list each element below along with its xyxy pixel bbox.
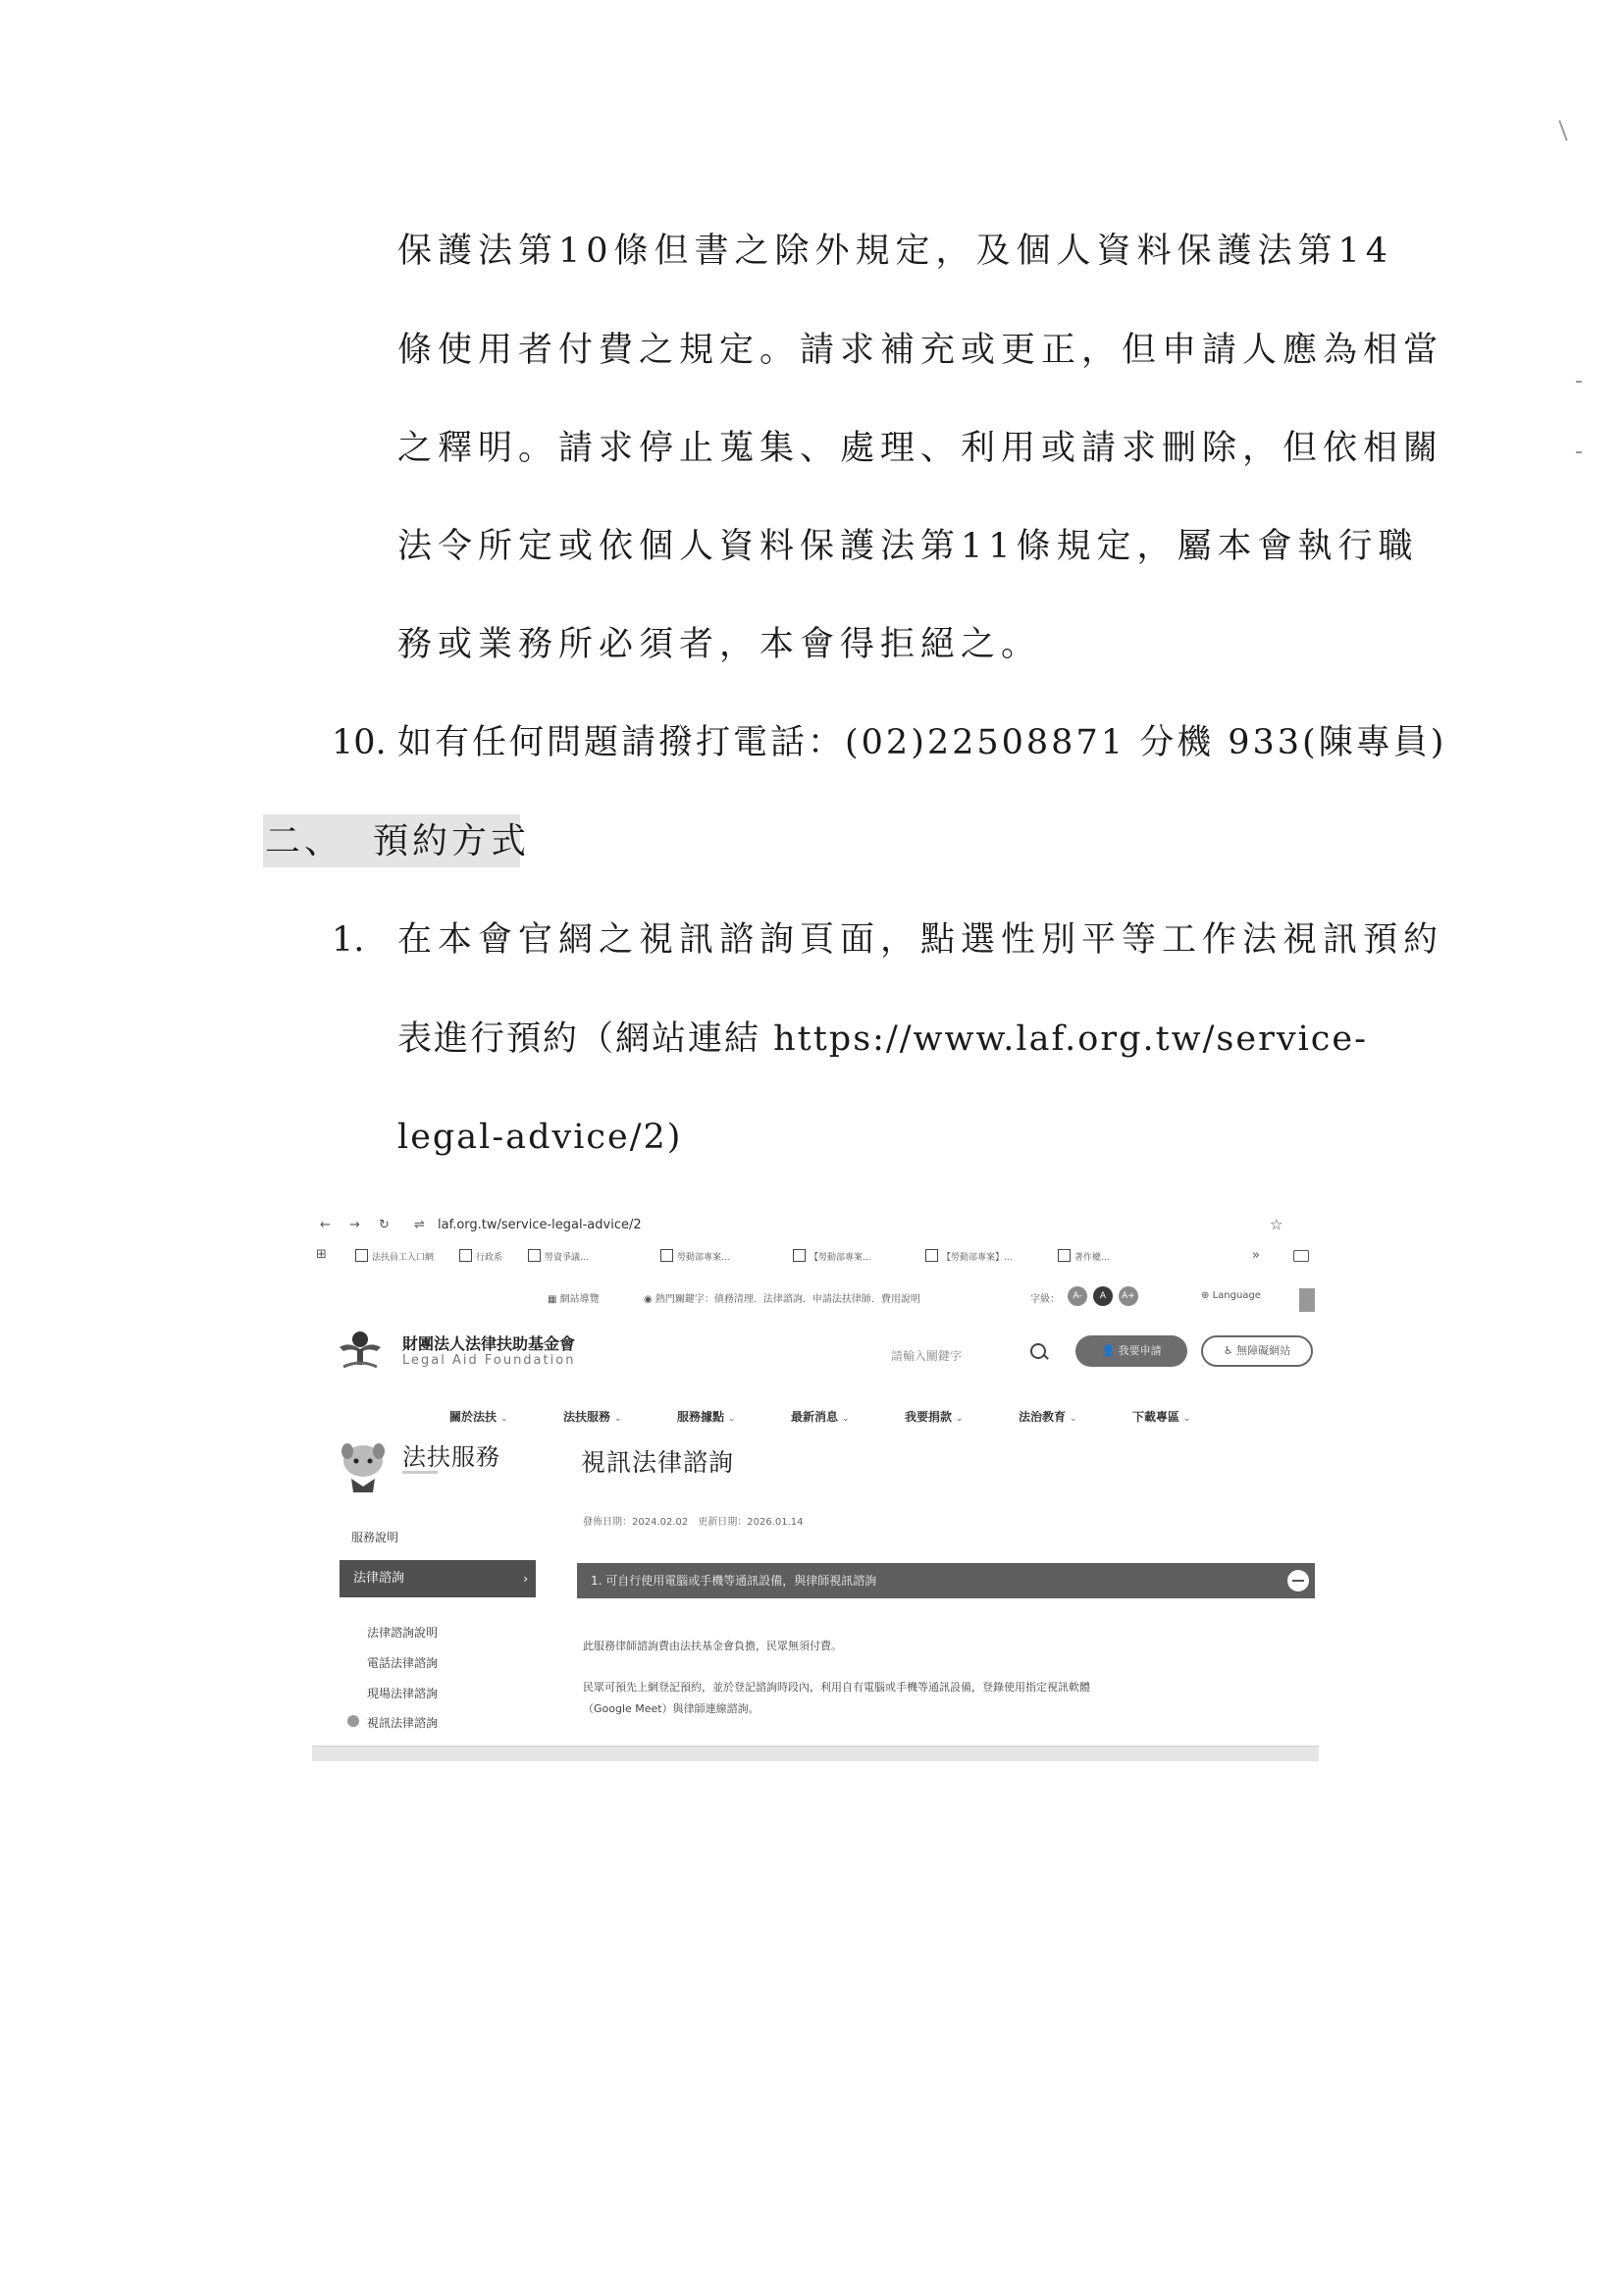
menu-item[interactable]: 關於法扶 ⌄ (449, 1410, 508, 1424)
paragraph-line-4: 法令所定或依個人資料保護法第11條規定，屬本會執行職 (397, 527, 1419, 566)
sidebar-subitem[interactable]: 法律諮詢說明 (367, 1626, 439, 1640)
sidebar-subitem[interactable]: 電話法律諮詢 (367, 1656, 439, 1670)
website-screenshot (312, 1212, 1319, 1761)
paragraph-line-5: 務或業務所必須者，本會得拒絕之。 (397, 625, 1042, 664)
item-1-line-3: legal-advice/2) (397, 1118, 683, 1157)
font-size-small-button[interactable]: A- (1068, 1286, 1087, 1306)
collapse-icon (1287, 1570, 1309, 1592)
chevron-down-icon: ⌄ (1070, 1414, 1077, 1424)
org-name: 財團法人法律扶助基金會 (402, 1334, 576, 1353)
bookmark-star-icon[interactable]: ☆ (1270, 1216, 1283, 1233)
bookmark-item[interactable]: 勞資爭議... (528, 1249, 589, 1263)
menu-item[interactable]: 最新消息 ⌄ (791, 1410, 850, 1424)
language-link[interactable]: ⊕ Language (1201, 1290, 1261, 1301)
sidebar-item-service[interactable]: 服務說明 (351, 1531, 399, 1544)
sidebar-title: 法扶服務 (402, 1443, 500, 1471)
accessibility-button[interactable]: ♿ 無障礙網站 (1201, 1335, 1313, 1367)
search-icon[interactable] (1030, 1343, 1046, 1359)
scan-mark (1576, 451, 1582, 453)
mascot-icon (338, 1439, 389, 1494)
folder-icon[interactable] (1293, 1250, 1309, 1262)
browser-address-bar (312, 1212, 1319, 1241)
accordion-header[interactable]: 1. 可自行使用電腦或手機等通訊設備，與律師視訊諮詢 (577, 1563, 1315, 1598)
bookmark-item[interactable]: 【勞動部專案... (793, 1249, 871, 1263)
font-size-large-button[interactable]: A+ (1119, 1286, 1138, 1306)
body-paragraph: 民眾可預先上網登記預約，並於登記諮詢時段內，利用自有電腦或手機等通訊設備，登錄使用指定視訊軟體 (583, 1681, 1090, 1694)
sidebar-subitem[interactable]: 現場法律諮詢 (367, 1687, 439, 1700)
paragraph-line-3: 之釋明。請求停止蒐集、處理、利用或請求刪除，但依相關 (397, 429, 1444, 468)
body-paragraph: （Google Meet）與律師連線諮詢。 (583, 1702, 759, 1715)
reload-icon[interactable]: ↻ (379, 1218, 390, 1232)
bookmark-item[interactable]: 勞動部專案... (660, 1249, 730, 1263)
section-number: 二、 (265, 821, 344, 861)
chevron-down-icon: ⌄ (728, 1414, 736, 1424)
org-name-en: Legal Aid Foundation (402, 1353, 576, 1368)
menu-item[interactable]: 我要捐款 ⌄ (905, 1410, 964, 1424)
chevron-down-icon: ⌄ (614, 1414, 622, 1424)
sidebar-title-underline (402, 1471, 438, 1474)
forward-icon[interactable]: → (349, 1218, 360, 1232)
bookmark-item[interactable]: 【勞動部專案】... (925, 1249, 1013, 1263)
sidebar-subitem-active[interactable]: 視訊法律諮詢 (367, 1716, 439, 1730)
item-1-number: 1. (332, 920, 365, 960)
chevron-down-icon: ⌄ (842, 1414, 850, 1424)
page-title: 視訊法律諮詢 (581, 1448, 735, 1477)
more-bookmarks-icon[interactable]: » (1252, 1248, 1260, 1263)
bookmark-item[interactable]: 行政系 (459, 1249, 502, 1263)
sidebar-item-legal-consult[interactable]: 法律諮詢 › (340, 1560, 536, 1597)
chevron-down-icon: ⌄ (956, 1414, 964, 1424)
section-title: 預約方式 (373, 821, 531, 861)
publish-dates: 發佈日期：2024.02.02 更新日期：2026.01.14 (583, 1517, 804, 1528)
menu-item[interactable]: 法治教育 ⌄ (1019, 1410, 1077, 1424)
back-icon[interactable]: ← (320, 1218, 331, 1232)
scan-mark (1576, 381, 1582, 383)
url-text[interactable]: laf.org.tw/service-legal-advice/2 (438, 1218, 642, 1232)
body-paragraph: 此服務律師諮詢費由法扶基金會負擔，民眾無須付費。 (583, 1640, 842, 1652)
item-1-line-1: 在本會官網之視訊諮詢頁面，點選性別平等工作法視訊預約 (397, 920, 1444, 960)
chevron-down-icon: ⌄ (1183, 1414, 1191, 1424)
foundation-logo-icon (338, 1330, 383, 1373)
section-heading (265, 818, 530, 865)
bookmark-item[interactable]: 法扶員工入口網 (355, 1249, 434, 1263)
language-dropdown[interactable] (1299, 1288, 1315, 1312)
item-10-number: 10. (332, 723, 387, 762)
paragraph-line-1: 保護法第10條但書之除外規定，及個人資料保護法第14 (397, 232, 1394, 271)
apply-button[interactable]: 👤 我要申請 (1075, 1335, 1187, 1367)
bookmark-item[interactable]: 著作權... (1058, 1249, 1110, 1263)
scan-mark (1558, 120, 1567, 140)
paragraph-line-2: 條使用者付費之規定。請求補充或更正，但申請人應為相當 (397, 331, 1444, 370)
sitemap-link[interactable]: ▦ 網站導覽 (548, 1294, 600, 1305)
font-size-label: 字級： (1030, 1294, 1060, 1305)
chevron-down-icon: ⌄ (500, 1414, 508, 1424)
item-1-line-2: 表進行預約（網站連結 https://www.laf.org.tw/service- (397, 1019, 1368, 1059)
active-dot-icon (347, 1715, 359, 1727)
site-info-icon[interactable]: ⇌ (414, 1218, 425, 1232)
site-search-input[interactable]: 請輸入關鍵字 (891, 1349, 963, 1363)
font-size-medium-button[interactable]: A (1093, 1286, 1113, 1306)
menu-item[interactable]: 下載專區 ⌄ (1132, 1410, 1191, 1424)
menu-item[interactable]: 法扶服務 ⌄ (563, 1410, 622, 1424)
menu-item[interactable]: 服務據點 ⌄ (677, 1410, 736, 1424)
bookmarks-bar (312, 1245, 1319, 1269)
chevron-right-icon: › (523, 1572, 528, 1586)
taskbar (312, 1746, 1319, 1761)
hot-keywords[interactable]: ◉ 熱門關鍵字：債務清理．法律諮詢．申請法扶律師．費用說明 (644, 1294, 920, 1305)
item-10-text: 如有任何問題請撥打電話：(02)22508871 分機 933(陳專員) (397, 723, 1447, 762)
apps-grid-icon[interactable]: ⊞ (316, 1247, 327, 1262)
